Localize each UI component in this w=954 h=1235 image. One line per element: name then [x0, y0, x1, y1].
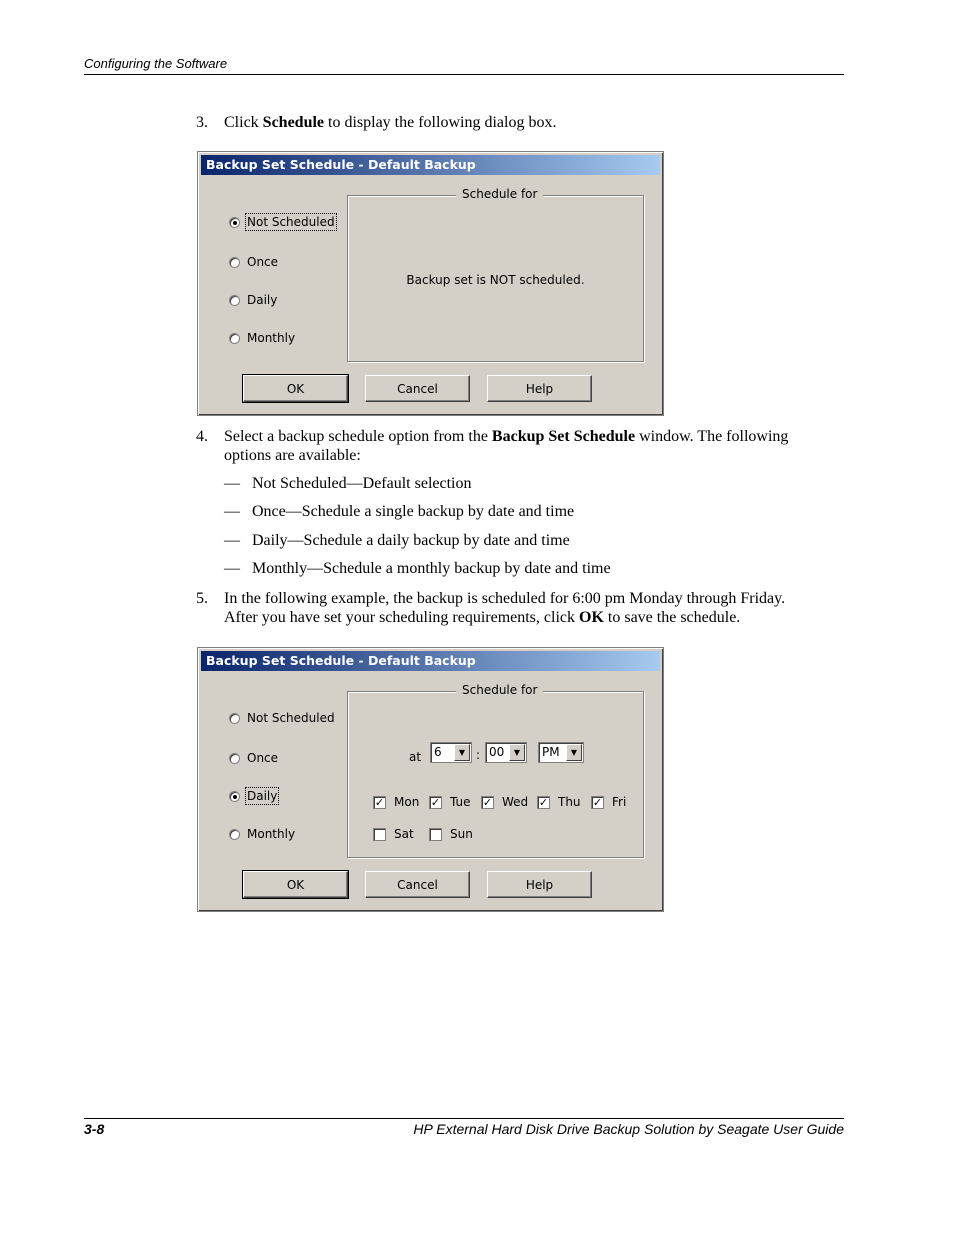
checkbox-sat[interactable]: Sat: [373, 827, 414, 841]
schedule-dialog-not-scheduled: [197, 151, 664, 416]
dialog-titlebar: [201, 155, 660, 175]
radio-icon: [229, 829, 240, 840]
radio-daily[interactable]: Daily: [229, 293, 277, 307]
radio-once[interactable]: Once: [229, 255, 278, 269]
chevron-down-icon: ▼: [509, 744, 525, 761]
check-icon: ✓: [430, 795, 441, 809]
footer-rule: [84, 1118, 844, 1119]
running-header: Configuring the Software: [84, 56, 228, 71]
schedule-for-group: [347, 187, 644, 362]
radio-icon: [229, 333, 240, 344]
checkbox-thu[interactable]: ✓ Thu: [538, 795, 581, 809]
checkbox-empty-icon: [429, 828, 442, 841]
radio-selected-icon: [229, 791, 240, 802]
dialog-titlebar: [201, 651, 660, 671]
checkbox-mon[interactable]: ✓ Mon: [374, 795, 420, 809]
step-number: 5.: [196, 590, 208, 607]
chevron-down-icon: ▼: [454, 744, 470, 761]
schedule-for-group: [347, 683, 644, 858]
check-icon: ✓: [538, 795, 549, 809]
help-button[interactable]: Help: [487, 375, 592, 402]
radio-not-scheduled[interactable]: Not Scheduled: [229, 711, 335, 725]
check-icon: ✓: [482, 795, 493, 809]
radio-icon: [229, 295, 240, 306]
group-title: Schedule for: [456, 683, 543, 697]
chevron-down-icon: ▼: [566, 744, 582, 761]
dialog-title: Backup Set Schedule - Default Backup: [206, 157, 476, 172]
schedule-dialog-daily: [197, 647, 664, 912]
step-3: [196, 113, 836, 133]
not-scheduled-message: Backup set is NOT scheduled.: [406, 273, 585, 287]
step-text: Select a backup schedule option from the Backup Set Schedule window. The following options are available:: [224, 428, 789, 464]
time-separator: :: [476, 748, 481, 762]
ok-button[interactable]: OK: [243, 375, 348, 402]
footer-title: HP External Hard Disk Drive Backup Solution by Seagate User Guide: [413, 1121, 844, 1137]
radio-selected-icon: [229, 217, 240, 228]
radio-icon: [229, 713, 240, 724]
cancel-button[interactable]: Cancel: [365, 871, 470, 898]
check-icon: ✓: [374, 795, 385, 809]
at-label: at: [409, 750, 422, 764]
radio-icon: [229, 753, 240, 764]
checkbox-tue[interactable]: ✓ Tue: [430, 795, 471, 809]
step-5: [196, 589, 836, 629]
group-title: Schedule for: [456, 187, 543, 201]
header-rule: [84, 74, 844, 75]
radio-daily[interactable]: Daily: [229, 789, 277, 803]
checkbox-fri[interactable]: ✓ Fri: [592, 795, 627, 809]
page-number: 3-8: [84, 1121, 105, 1137]
check-icon: ✓: [592, 795, 603, 809]
radio-monthly[interactable]: Monthly: [229, 331, 295, 345]
ok-button[interactable]: OK: [243, 871, 348, 898]
step-text: Click Schedule to display the following dialog box.: [224, 114, 557, 131]
step-text: In the following example, the backup is scheduled for 6:00 pm Monday through Friday. After you have set your scheduling requirements, click OK to save the schedule.: [224, 590, 786, 626]
step-4: [196, 427, 836, 467]
radio-icon: [229, 257, 240, 268]
radio-once[interactable]: Once: [229, 751, 278, 765]
checkbox-empty-icon: [373, 828, 386, 841]
checkbox-wed[interactable]: ✓ Wed: [482, 795, 529, 809]
step-number: 3.: [196, 114, 208, 131]
step-number: 4.: [196, 428, 208, 445]
radio-monthly[interactable]: Monthly: [229, 827, 295, 841]
dialog-title: Backup Set Schedule - Default Backup: [206, 653, 476, 668]
hour-select[interactable]: 6 ▼: [430, 742, 472, 763]
minute-select[interactable]: 00 ▼: [485, 742, 527, 763]
radio-not-scheduled[interactable]: Not Scheduled: [229, 215, 335, 229]
cancel-button[interactable]: Cancel: [365, 375, 470, 402]
checkbox-sun[interactable]: Sun: [429, 827, 473, 841]
ampm-select[interactable]: PM ▼: [538, 742, 584, 763]
help-button[interactable]: Help: [487, 871, 592, 898]
